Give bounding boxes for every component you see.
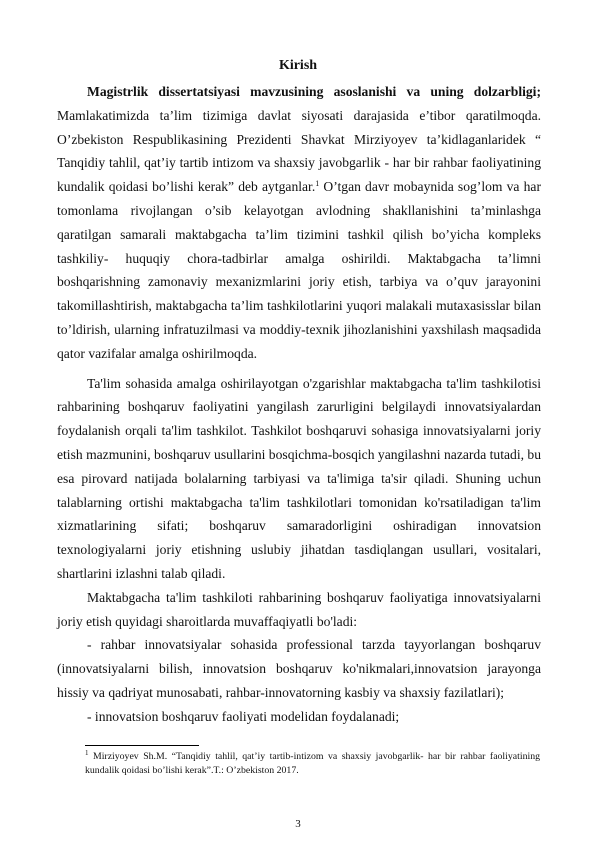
paragraph-intro bbox=[57, 80, 541, 366]
footnote-number: 1 bbox=[85, 749, 89, 757]
intro-text-b: O’tgan davr mobaynida sog’lom va har tomonlama rivojlangan o’sib kelayotgan avlodning shakllanishini ta’minlashga qaratilgan samarali maktabgacha ta’lim tizimini tashkil qilish bo’yicha kompleks tashkiliy- huquqiy chora-tadbirlar amalga oshirildi. Maktabgacha ta’limni boshqarishning zamonaviy mexanizmlarini joriy etish, tarbiya va o’quv jarayonini takomillashtirish, maktabgacha ta’lim tashkilotlarini yuqori malakali mutaxasisslar bilan to’ldirish, ularning infratuzilmasi va moddiy-texnik jihozlanishini yaxshilash maqsadida qator vazifalar amalga oshirilmoqda. bbox=[57, 179, 541, 361]
list-item-1: - rahbar innovatsiyalar sohasida professional tarzda tayyorlangan boshqaruv (innovatsiyalarni bilish, innovatsion boshqaruv ko'nikmalari,innovatsion jarayonga hissiy va qadriyat munosabati, rahbar-innovatorning kasbiy va shaxsiy fazilatlari); bbox=[57, 637, 541, 700]
footnote-reference[interactable]: 1 bbox=[315, 179, 320, 189]
intro-lead-bold: Magistrlik dissertatsiyasi mavzusining asoslanishi va uning dolzarbligi; bbox=[87, 84, 541, 99]
list-item-2: - innovatsion boshqaruv faoliyati modelidan foydalanadi; bbox=[87, 708, 400, 724]
page-title: Kirish bbox=[278, 58, 318, 73]
paragraph-3: Maktabgacha ta'lim tashkiloti rahbarining boshqaruv faoliyatiga innovatsiyalarni joriy etish quyidagi sharoitlarda muvaffaqiyatli bo'ladi: bbox=[57, 589, 541, 629]
body-text bbox=[57, 80, 541, 729]
footnote-text: Mirziyoyev Sh.M. “Tanqidiy tahlil, qat’iy tartib-intizom va shaxsiy javobgarlik- har bir rahbar faoliyatining kundalik qoidasi bo’lishi kerak”.T.: O’zbekiston 2017. bbox=[85, 751, 540, 776]
footnote bbox=[85, 750, 540, 777]
paragraph-2: Ta'lim sohasida amalga oshirilayotgan o'zgarishlar maktabgacha ta'lim tashkilotisi rahbarining boshqaruv faoliyatini yangilash zarurligini belgilaydi innovatsiyalardan foydalanish orqali ta'lim tashkilot. Tashkilot boshqaruvi sohasiga innovatsiyalarni joriy etish mazmunini, boshqaruv usullarini bosqichma-bosqich yangilashni nazarda tutadi, bu esa pirovard natijada bolalarning tarbiyasi va ta'limiga ta'sir qiladi. Shuning uchun talablarning ortishi maktabgacha ta'lim tashkilotlari tomonidan ko'rsatiladigan ta'lim xizmatlarining sifati; boshqaruv samaradorligini oshiradigan innovatsion texnologiyalarni joriy etishning uslubiy jihatdan tasdiqlangan usullari, vositalari, shartlarini izlashni talab qiladi. bbox=[57, 375, 541, 581]
page-number: 3 bbox=[295, 818, 301, 830]
footnote-divider bbox=[85, 745, 199, 746]
intro-text-a: Mamlakatimizda ta’lim tizimiga davlat siyosati darajasida e’tibor qaratilmoqda. O’zbekiston Respublikasining Prezidenti Shavkat Mirziyoyev ta’kidlaganlaridek “ Tanqidiy tahlil, qat’iy tartib intizom va shaxsiy javobgarlik - har bir rahbar faoliyatining kundalik qoidasi bo’lishi kerak” deb aytganlar. bbox=[57, 107, 541, 195]
